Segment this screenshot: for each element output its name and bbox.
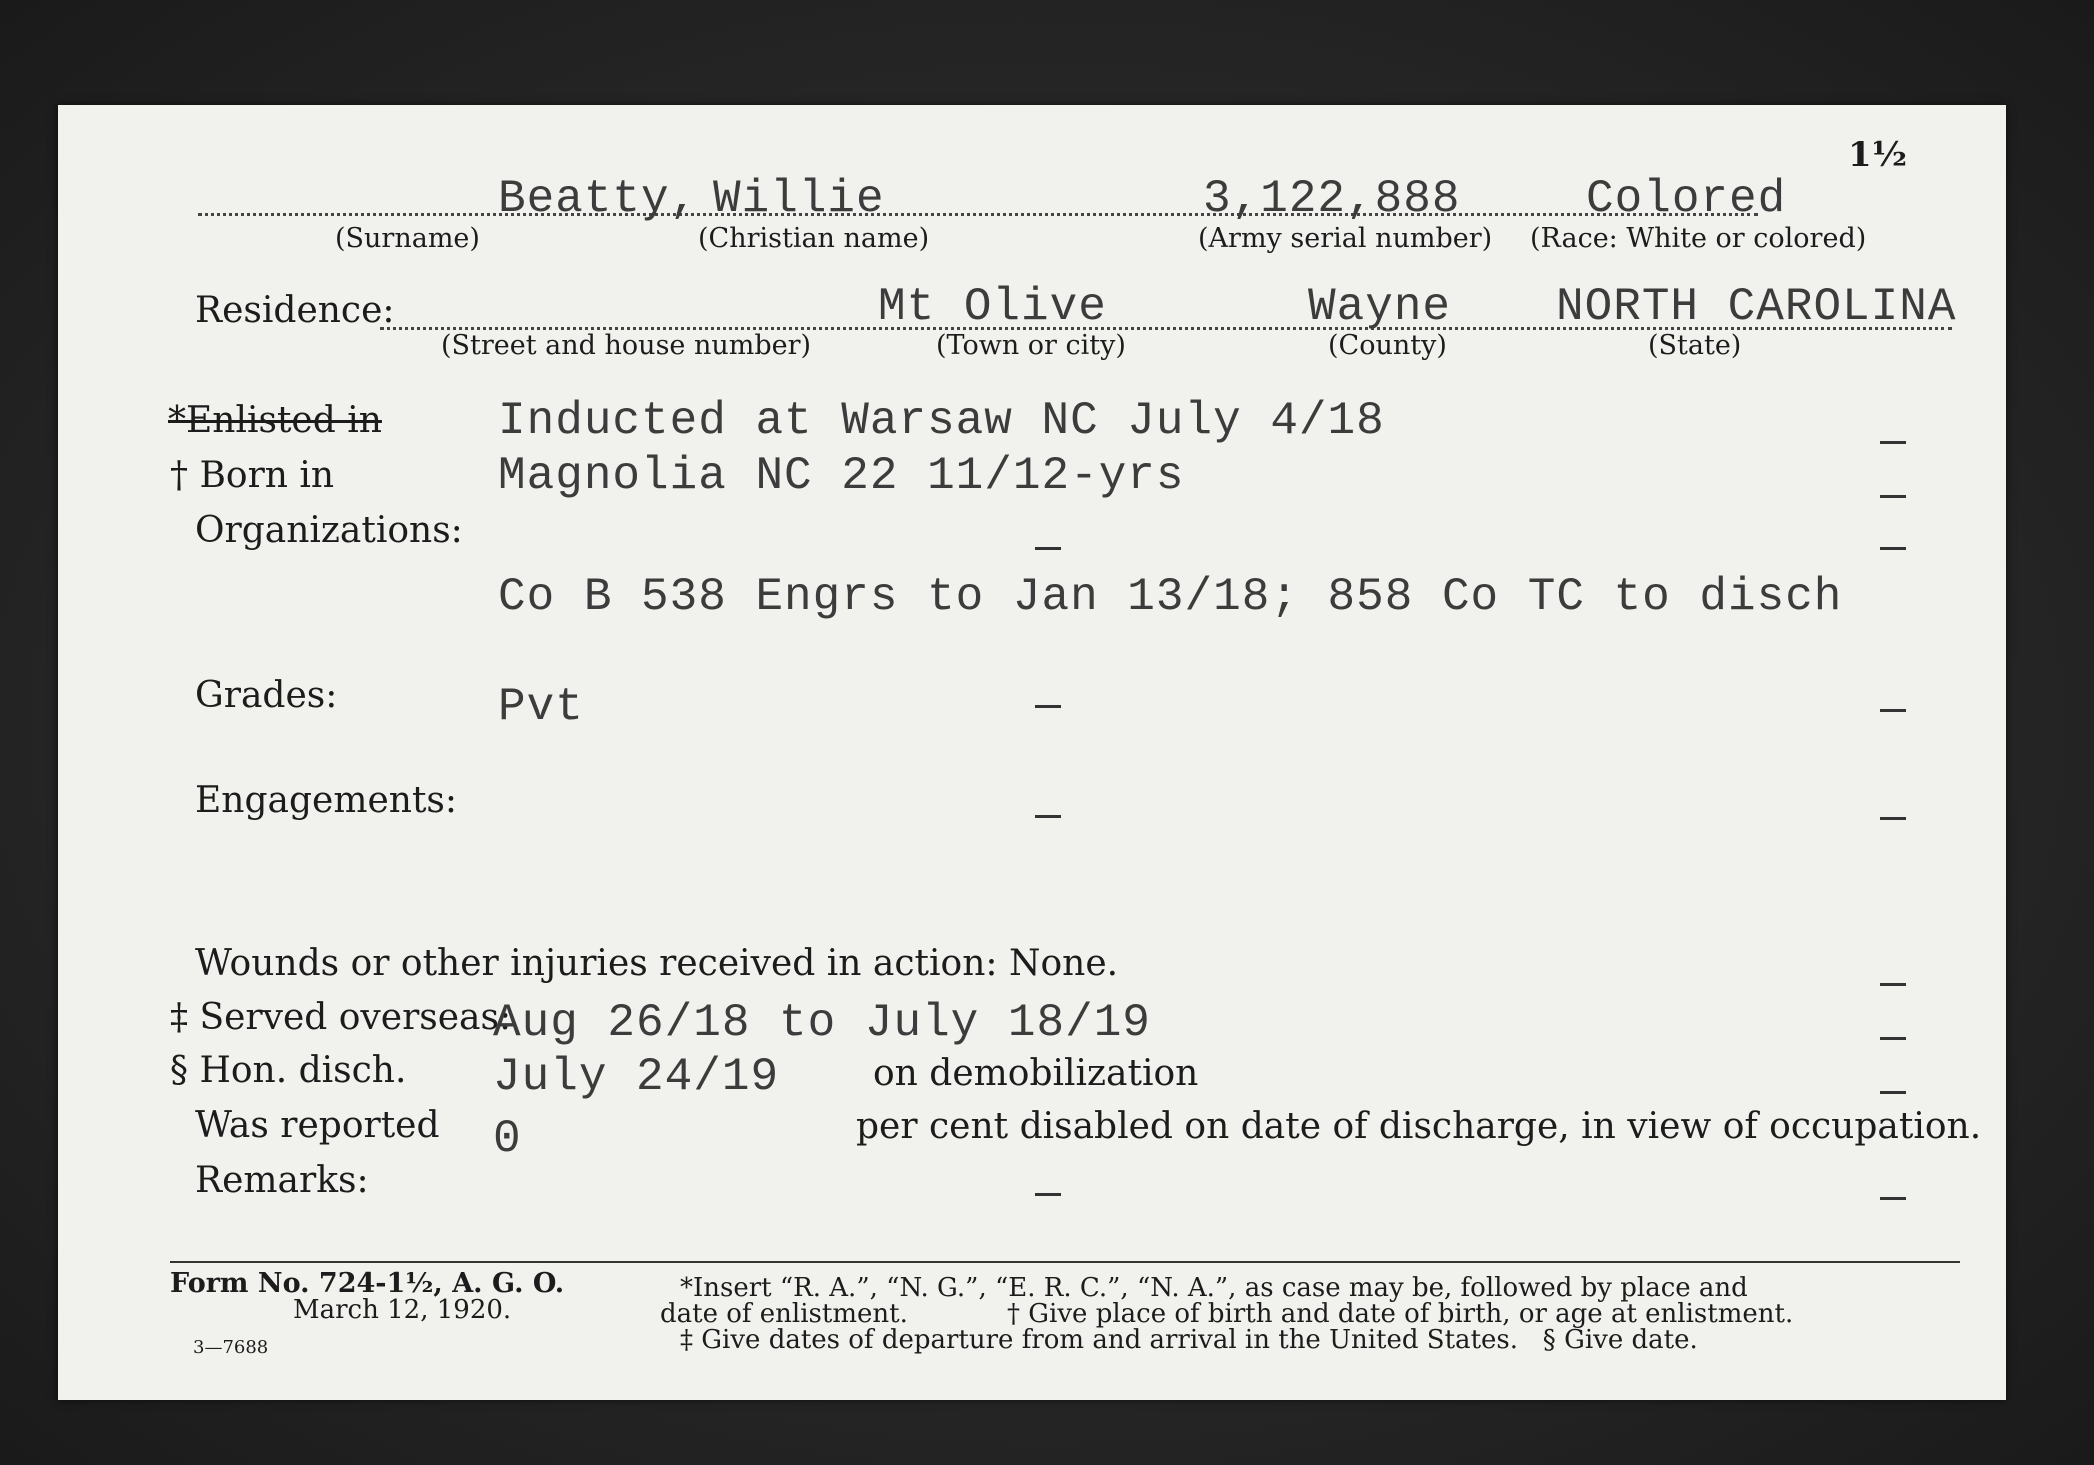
organizations-label: Organizations: bbox=[195, 510, 463, 551]
street-caption: (Street and house number) bbox=[441, 330, 812, 361]
born-label: † Born in bbox=[170, 455, 335, 496]
overseas-label: ‡ Served overseas: bbox=[170, 997, 512, 1038]
engagements-label: Engagements: bbox=[195, 780, 458, 821]
state-value: NORTH CAROLINA bbox=[1556, 281, 1957, 333]
reported-value: 0 bbox=[493, 1113, 522, 1165]
enlisted-label: *Enlisted in bbox=[168, 400, 382, 441]
disch-note: on demobilization bbox=[873, 1053, 1199, 1094]
reported-label: Was reported bbox=[195, 1105, 440, 1146]
county-value: Wayne bbox=[1308, 281, 1452, 333]
reported-note: per cent disabled on date of discharge, in view of occupation. bbox=[856, 1106, 1982, 1147]
footnote-line-2: date of enlistment. † Give place of birth and date of birth, or age at enlistment. bbox=[660, 1299, 1794, 1329]
organizations-value: Co B 538 Engrs to Jan 13/18; 858 Co TC to disch bbox=[498, 571, 1843, 623]
dash bbox=[1880, 709, 1906, 712]
dash bbox=[1880, 1091, 1906, 1094]
town-value: Mt Olive bbox=[878, 281, 1107, 333]
disch-label: § Hon. disch. bbox=[170, 1050, 407, 1091]
dash bbox=[1035, 705, 1061, 708]
footer-rule bbox=[170, 1261, 1960, 1263]
wounds-text: Wounds or other injuries received in action: None. bbox=[195, 943, 1119, 984]
county-caption: (County) bbox=[1328, 330, 1447, 361]
dash bbox=[1880, 1037, 1906, 1040]
race-value: Colored bbox=[1586, 173, 1787, 225]
dash bbox=[1035, 815, 1061, 818]
serial-number-value: 3,122,888 bbox=[1203, 173, 1461, 225]
form-date: March 12, 1920. bbox=[293, 1295, 512, 1325]
page-number: 1½ bbox=[1848, 135, 1908, 175]
disch-value: July 24/19 bbox=[493, 1051, 780, 1103]
dash bbox=[1880, 1197, 1906, 1200]
footnote-line-1: *Insert “R. A.”, “N. G.”, “E. R. C.”, “N. A.”, as case may be, followed by place and bbox=[680, 1273, 1748, 1303]
overseas-value: Aug 26/18 to July 18/19 bbox=[493, 997, 1151, 1049]
dash bbox=[1880, 495, 1906, 498]
state-caption: (State) bbox=[1648, 330, 1742, 361]
enlisted-value: Inducted at Warsaw NC July 4/18 bbox=[498, 395, 1385, 447]
grades-value: Pvt bbox=[498, 681, 584, 733]
remarks-label: Remarks: bbox=[195, 1160, 369, 1201]
header-dotted-line bbox=[198, 213, 1758, 216]
dash bbox=[1880, 547, 1906, 550]
surname-caption: (Surname) bbox=[335, 223, 480, 254]
born-value: Magnolia NC 22 11/12-yrs bbox=[498, 450, 1185, 502]
service-record-card bbox=[58, 105, 2006, 1400]
race-caption: (Race: White or colored) bbox=[1530, 223, 1867, 254]
town-caption: (Town or city) bbox=[936, 330, 1126, 361]
footnote-line-3: ‡ Give dates of departure from and arrival in the United States. § Give date. bbox=[680, 1325, 1698, 1355]
surname-value: Beatty, bbox=[498, 173, 699, 225]
christian-name-value: Willie bbox=[713, 173, 885, 225]
form-number: Form No. 724-1½, A. G. O. bbox=[170, 1268, 565, 1299]
print-code: 3—7688 bbox=[193, 1337, 269, 1358]
residence-label: Residence: bbox=[195, 290, 395, 331]
dash bbox=[1880, 817, 1906, 820]
dash bbox=[1035, 1193, 1061, 1196]
grades-label: Grades: bbox=[195, 675, 338, 716]
dash bbox=[1035, 547, 1061, 550]
serial-number-caption: (Army serial number) bbox=[1198, 223, 1493, 254]
dash bbox=[1880, 441, 1906, 444]
christian-name-caption: (Christian name) bbox=[698, 223, 930, 254]
dash bbox=[1880, 983, 1906, 986]
